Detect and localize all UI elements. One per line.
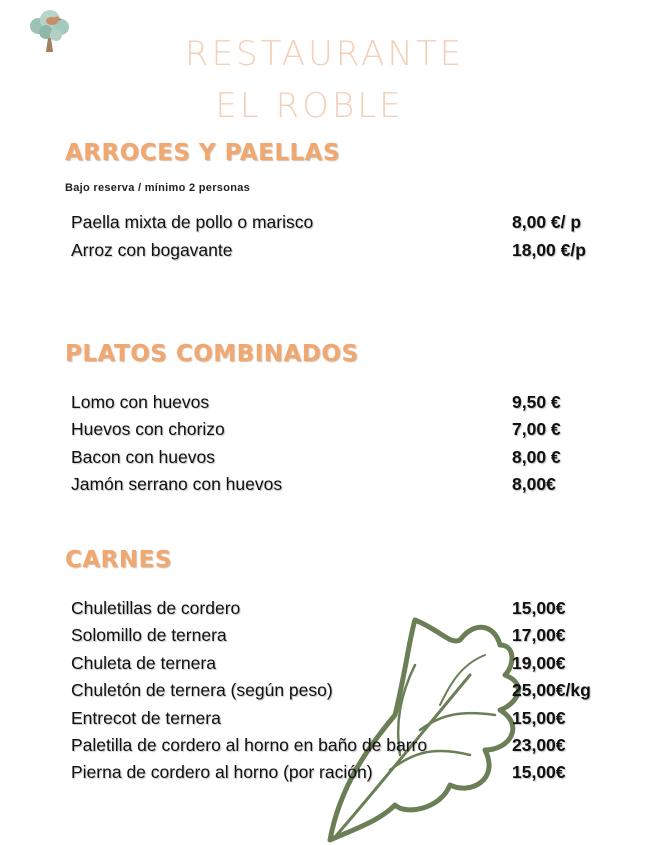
menu-item-price: 8,00 €	[512, 447, 561, 467]
section-note: Bajo reserva / mínimo 2 personas	[65, 182, 251, 194]
menu-item-name: Chuleta de ternera	[71, 653, 216, 673]
menu-item-name: Paletilla de cordero al horno en baño de barro	[71, 735, 428, 755]
menu-item-price: 15,00€	[512, 708, 566, 728]
menu-item-name: Chuletillas de cordero	[71, 598, 241, 618]
menu-item-price: 25,00€/kg	[512, 680, 591, 700]
menu-item-name: Arroz con bogavante	[71, 240, 233, 260]
menu-item-price: 15,00€	[512, 762, 566, 782]
menu-item-name: Solomillo de ternera	[71, 625, 227, 645]
menu-item-name: Bacon con huevos	[71, 447, 215, 467]
menu-item-price: 15,00€	[512, 598, 566, 618]
menu-item-name: Jamón serrano con huevos	[71, 474, 283, 494]
menu-item-name: Entrecot de ternera	[71, 708, 221, 728]
menu-item-price: 17,00€	[512, 625, 566, 645]
menu-item-price: 23,00€	[512, 735, 566, 755]
menu-item-name: Huevos con chorizo	[71, 419, 225, 439]
menu-item-price: 7,00 €	[512, 419, 561, 439]
menu-item-price: 8,00€	[512, 474, 556, 494]
section-heading-carnes: CARNES	[65, 547, 172, 573]
menu-item-name: Lomo con huevos	[71, 392, 210, 412]
restaurant-title-line-1: RESTAURANTE	[184, 34, 465, 74]
menu-item-price: 8,00 €/ p	[512, 212, 582, 232]
menu-item-price: 18,00 €/p	[512, 240, 586, 260]
menu-item-name: Paella mixta de pollo o marisco	[71, 212, 314, 232]
menu-item-price: 9,50 €	[512, 392, 561, 412]
menu-item-price: 19,00€	[512, 653, 566, 673]
menu-item-name: Pierna de cordero al horno (por ración)	[71, 762, 373, 782]
section-heading-platos: PLATOS COMBINADOS	[65, 341, 359, 367]
restaurant-title-line-2: EL ROBLE	[215, 86, 404, 126]
menu-item-name: Chuletón de ternera (según peso)	[71, 680, 333, 700]
section-heading-arroces: ARROCES Y PAELLAS	[65, 140, 341, 166]
